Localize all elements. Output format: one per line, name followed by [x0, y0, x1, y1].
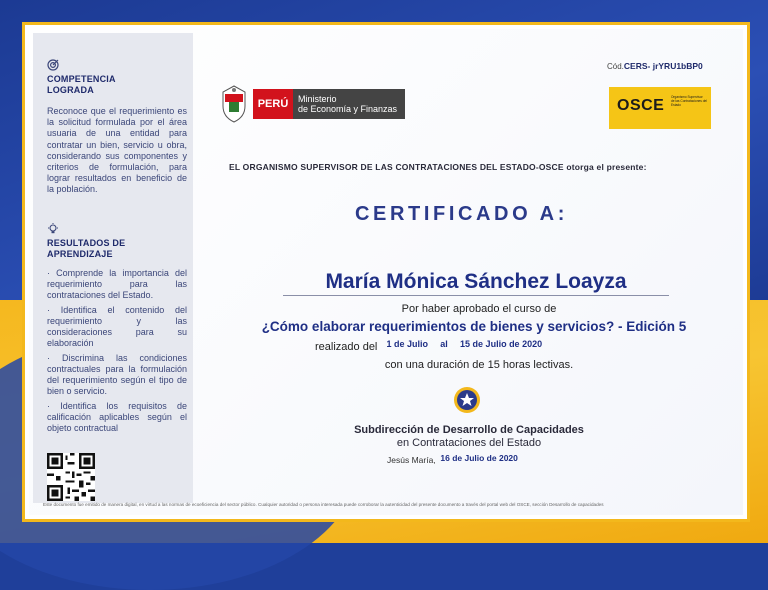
competencia-section: [47, 59, 187, 196]
resultados-section: [47, 223, 187, 438]
code-label: Cód.: [607, 62, 624, 71]
issuer-line1: Subdirección de Desarrollo de Capacidades: [354, 424, 584, 436]
issuer-line2: en Contrataciones del Estado: [396, 437, 542, 449]
osce-wordmark: OSCE: [617, 97, 665, 114]
competencia-title-line1: COMPETENCIA: [47, 74, 116, 84]
target-icon: [47, 59, 59, 71]
resultados-title-line2: APRENDIZAJE: [47, 249, 113, 259]
dates-start: 1 de Julio: [386, 339, 429, 349]
place-date-value: 16 de Julio de 2020: [440, 453, 518, 463]
competencia-title-line2: LOGRADA: [47, 85, 94, 95]
competencia-title: [47, 74, 187, 96]
certificate-frame: [22, 22, 750, 522]
certificate-body: [29, 29, 743, 515]
recipient-name: María Mónica Sánchez Loayza: [325, 270, 627, 293]
dates-prefix: realizado del: [315, 341, 378, 353]
list-item: · Discrimina las condiciones contractuales para la formulación del requerimiento según el tipo de bien o servicio.: [47, 353, 187, 396]
ministerio-line1: Ministerio: [298, 94, 337, 104]
qr-code-icon[interactable]: [47, 453, 95, 501]
peru-shield-icon: [219, 84, 249, 124]
certificate-code: [607, 61, 703, 71]
dates-connector: al: [440, 339, 448, 349]
place-city: Jesús María,: [387, 455, 436, 465]
sidebar-panel: [33, 33, 193, 503]
organism-text: EL ORGANISMO SUPERVISOR DE LAS CONTRATACIONES DEL ESTADO-OSCE otorga el presente:: [229, 162, 647, 172]
course-dates: [315, 341, 542, 353]
approved-text: Por haber aprobado el curso de: [401, 303, 557, 315]
ministerio-line2: de Economía y Finanzas: [298, 104, 398, 114]
code-value: CERS- jrYRU1bBP0: [623, 61, 703, 71]
peru-label: PERÚ: [253, 89, 293, 119]
certificate-heading: CERTIFICADO A:: [355, 203, 568, 225]
footnote: Este documento fue emitido de manera digital, en virtud a las normas de ecoeficiencia del sector público. Cualquier autoridad o persona interesada puede corroborar la autenticidad del presente documento a través del portal web del OSCE, sección Desarrollo de capacidades: [43, 502, 604, 507]
list-item: · Identifica el contenido del requerimiento y las consideraciones para su elaboración: [47, 305, 187, 348]
lightbulb-icon: [47, 223, 59, 235]
ministerio-label: [293, 89, 405, 119]
list-item: · Identifica los requisitos de calificación aplicables según el objeto contractual: [47, 401, 187, 433]
mef-logo: [219, 84, 419, 124]
resultados-title-line1: RESULTADOS DE: [47, 238, 126, 248]
osce-subtitle: Organismo Supervisor de las Contrataciones del Estado: [671, 95, 707, 107]
dates-end: 15 de Julio de 2020: [460, 339, 543, 349]
place-date: [387, 455, 518, 465]
medal-icon: [453, 386, 481, 414]
resultados-list: [47, 268, 187, 434]
course-name: ¿Cómo elaborar requerimientos de bienes y servicios? - Edición 5: [261, 319, 687, 334]
duration-text: con una duración de 15 horas lectivas.: [384, 359, 574, 371]
resultados-title: [47, 238, 187, 260]
osce-logo: [609, 87, 711, 129]
list-item: · Comprende la importancia del requerimiento para las contrataciones del Estado.: [47, 268, 187, 300]
competencia-text: Reconoce que el requerimiento es la solicitud formulada por el área usuaria de una entidad para contratar un bien, servicio u obra, considerando sus componentes y criterios de formulación, para lograr resultados en beneficio de la población.: [47, 106, 187, 195]
name-underline: [283, 295, 669, 296]
